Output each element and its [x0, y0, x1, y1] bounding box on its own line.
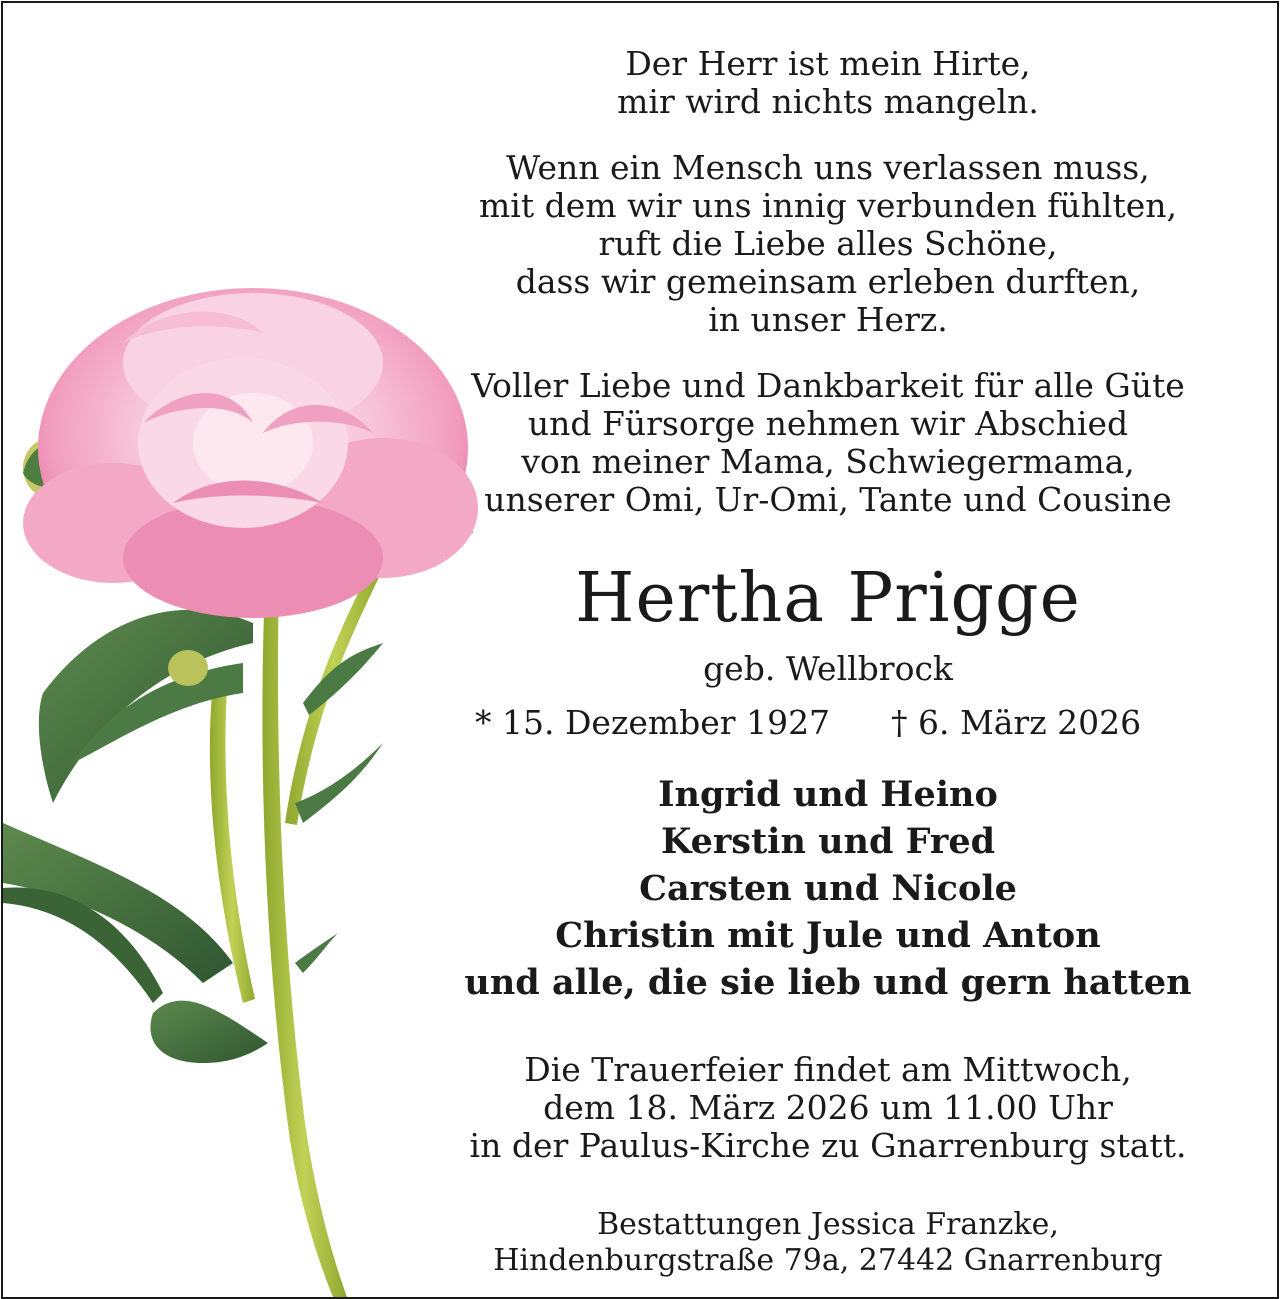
peony-flower-image	[3, 3, 503, 1297]
mourner-line: Ingrid und Heino	[658, 774, 998, 815]
farewell-line: Voller Liebe und Dankbarkeit für alle Güte	[471, 366, 1185, 405]
verse-line: mir wird nichts mangeln.	[617, 82, 1039, 121]
poem-line: dass wir gemeinsam erleben durften,	[515, 262, 1141, 301]
mourner-line: Carsten und Nicole	[639, 868, 1017, 909]
undertaker-line: Hindenburgstraße 79a, 27442 Gnarrenburg	[493, 1243, 1163, 1278]
poem-line: ruft die Liebe alles Schöne,	[598, 224, 1058, 263]
poem-line: mit dem wir uns innig verbunden fühlten,	[478, 186, 1178, 225]
peony-bloom	[23, 288, 478, 618]
farewell-line: und Fürsorge nehmen wir Abschied	[527, 404, 1129, 443]
farewell-text	[443, 367, 1213, 519]
farewell-line: unserer Omi, Ur-Omi, Tante und Cousine	[484, 480, 1172, 519]
mourner-line: und alle, die sie lieb und gern hatten	[464, 962, 1192, 1003]
service-line: in der Paulus-Kirche zu Gnarrenburg statt.	[469, 1126, 1187, 1165]
psalm-verse	[443, 45, 1213, 121]
mourner-line: Kerstin und Fred	[660, 821, 996, 862]
service-line: dem 18. März 2026 um 11.00 Uhr	[543, 1088, 1113, 1127]
service-line: Die Trauerfeier findet am Mittwoch,	[524, 1050, 1132, 1089]
poem	[443, 149, 1213, 339]
poem-line: Wenn ein Mensch uns verlassen muss,	[506, 148, 1150, 187]
farewell-line: von meiner Mama, Schwiegermama,	[521, 442, 1135, 481]
obituary-notice	[1, 1, 1279, 1299]
mourner-line: Christin mit Jule und Anton	[555, 915, 1101, 956]
undertaker-info	[443, 1207, 1213, 1279]
death-date: † 6. März 2026	[891, 703, 1142, 742]
undertaker-line: Bestattungen Jessica Franzke,	[597, 1207, 1059, 1242]
deceased-name: Hertha Prigge	[575, 559, 1081, 638]
mourners-list	[443, 771, 1213, 1006]
verse-line: Der Herr ist mein Hirte,	[625, 44, 1031, 83]
funeral-service-info	[443, 1051, 1213, 1165]
maiden-name: geb. Wellbrock	[703, 649, 953, 688]
poem-line: in unser Herz.	[708, 300, 948, 339]
birth-date: * 15. Dezember 1927	[475, 703, 831, 742]
